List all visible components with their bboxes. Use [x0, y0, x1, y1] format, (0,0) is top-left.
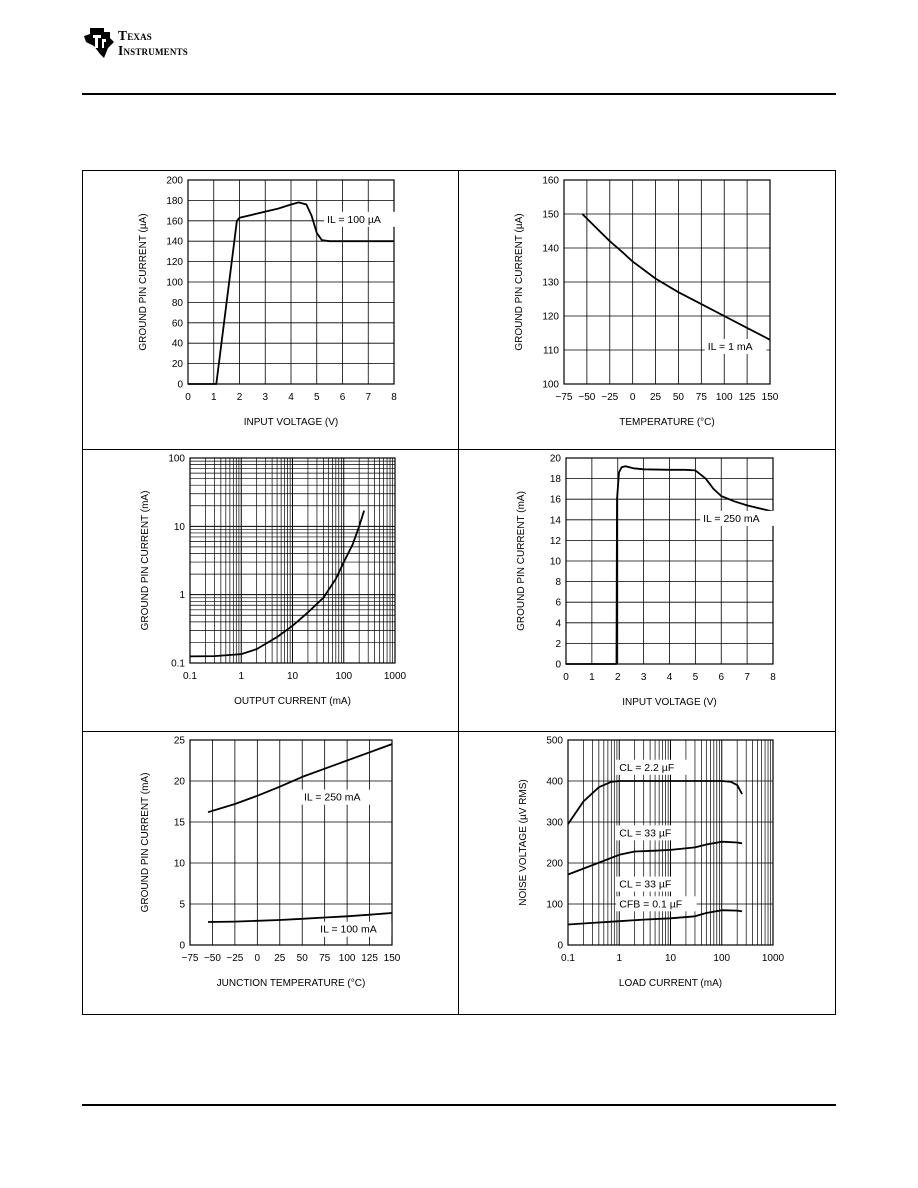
x-tick-label-2: 10: [664, 953, 677, 964]
y-tick-label-0: 0: [557, 940, 563, 952]
y-tick-label-5: 25: [173, 735, 185, 747]
annotation-label-1: IL = 100 mA: [320, 923, 377, 936]
x-tick-label-5: 5: [692, 672, 699, 683]
x-tick-label-6: 6: [718, 672, 725, 683]
x-tick-label-4: 1000: [383, 671, 407, 682]
y-axis-label: GROUND PIN CURRENT (mA): [140, 490, 151, 631]
ti-logo-text: [118, 28, 188, 58]
x-axis-label: JUNCTION TEMPERATURE (°C): [216, 978, 366, 989]
y-tick-label-6: 12: [549, 535, 561, 547]
annotation-label-2: CL = 33 µF: [619, 878, 672, 891]
y-tick-label-8: 160: [166, 216, 183, 228]
y-axis-label: GROUND PIN CURRENT (µA): [514, 213, 525, 351]
x-tick-label-8: 125: [361, 953, 378, 964]
annotation-label-1: CL = 33 µF: [619, 827, 672, 840]
x-tick-label-0: 0: [185, 392, 191, 403]
series-line-0: [582, 214, 770, 340]
footer-rule: [82, 1104, 836, 1106]
x-tick-label-1: −50: [203, 953, 221, 964]
y-tick-label-8: 16: [549, 494, 561, 506]
y-tick-label-3: 130: [542, 277, 559, 289]
x-tick-label-0: 0: [563, 672, 569, 683]
y-tick-label-2: 40: [171, 338, 183, 350]
chart-ground-current-vs-input-voltage-100ua: [120, 172, 410, 440]
x-tick-label-5: 50: [672, 392, 685, 403]
chart-ground-current-vs-junction-temperature: [120, 734, 410, 1004]
x-tick-label-9: 150: [761, 392, 779, 403]
y-tick-label-9: 180: [166, 195, 183, 207]
x-tick-label-8: 125: [738, 392, 756, 403]
y-tick-label-2: 200: [546, 858, 563, 870]
x-tick-label-7: 100: [338, 953, 356, 964]
header-rule: [82, 93, 836, 95]
annotation-label-0: IL = 100 µA: [327, 213, 381, 226]
plot-border: [190, 740, 392, 945]
annotation-label-0: IL = 250 mA: [304, 791, 361, 804]
y-tick-label-7: 14: [549, 515, 561, 527]
y-tick-label-1: 20: [171, 359, 183, 371]
ti-logo: [82, 24, 232, 64]
y-tick-label-4: 400: [546, 776, 563, 788]
x-tick-label-0: 0.1: [561, 953, 575, 964]
x-tick-label-8: 8: [770, 672, 776, 683]
x-tick-label-1: 1: [210, 392, 217, 403]
x-tick-label-7: 7: [365, 392, 372, 403]
y-tick-label-5: 150: [542, 209, 559, 221]
x-tick-label-3: 0: [254, 953, 261, 964]
x-tick-label-0: −75: [555, 392, 573, 403]
y-tick-label-6: 160: [542, 175, 559, 187]
y-tick-label-3: 6: [555, 597, 561, 609]
x-tick-label-1: 1: [589, 672, 595, 683]
chart-noise-voltage-vs-load-current: [500, 734, 800, 1004]
x-tick-label-1: 1: [238, 671, 245, 682]
logo-line2: Instruments: [118, 43, 188, 58]
y-tick-label-1: 5: [179, 899, 185, 911]
x-tick-label-7: 100: [715, 392, 733, 403]
x-tick-label-4: 4: [666, 672, 673, 683]
y-tick-label-1: 2: [555, 638, 561, 650]
y-tick-label-5: 500: [546, 735, 563, 747]
y-tick-label-5: 100: [166, 277, 183, 289]
x-tick-label-4: 1000: [761, 953, 785, 964]
x-tick-label-1: 1: [616, 953, 623, 964]
y-tick-label-3: 300: [546, 817, 563, 829]
y-tick-label-0: 0: [555, 659, 561, 671]
frame-divider-row2: [82, 731, 836, 732]
y-tick-label-4: 80: [171, 297, 183, 309]
logo-line1: Texas: [118, 28, 153, 43]
grid: [190, 458, 395, 663]
x-tick-label-4: 25: [649, 392, 662, 403]
y-axis-label: GROUND PIN CURRENT (µA): [138, 213, 149, 351]
x-tick-label-3: 0: [629, 392, 636, 403]
y-axis-label: NOISE VOLTAGE (µV RMS): [518, 779, 529, 906]
y-tick-label-1: 1: [179, 590, 185, 602]
chart-ground-current-vs-output-current: [120, 452, 410, 722]
x-tick-label-3: 3: [640, 672, 647, 683]
y-tick-label-4: 8: [555, 577, 561, 589]
chart-ground-current-vs-input-voltage-250ma: [500, 452, 800, 722]
x-tick-label-1: −50: [578, 392, 596, 403]
x-tick-label-4: 4: [288, 392, 294, 403]
annotation-label-0: IL = 250 mA: [703, 512, 760, 525]
grid: [566, 458, 773, 664]
x-tick-label-2: 2: [236, 392, 243, 403]
x-axis-label: TEMPERATURE (°C): [619, 417, 715, 428]
x-tick-label-8: 8: [391, 392, 397, 403]
x-axis-label: LOAD CURRENT (mA): [618, 978, 723, 989]
x-tick-label-0: −75: [181, 953, 199, 964]
x-tick-label-2: 2: [614, 672, 621, 683]
y-tick-label-2: 4: [555, 618, 561, 630]
y-tick-label-10: 200: [166, 175, 183, 187]
y-tick-label-3: 60: [171, 318, 183, 330]
x-tick-label-2: −25: [226, 953, 244, 964]
y-tick-label-1: 100: [546, 899, 563, 911]
y-tick-label-2: 10: [173, 521, 185, 533]
frame-divider-vertical: [458, 170, 459, 1015]
y-tick-label-5: 10: [549, 556, 561, 568]
x-tick-label-0: 0.1: [183, 671, 197, 682]
y-tick-label-0: 0.1: [171, 658, 185, 670]
annotation-label-3: CFB = 0.1 µF: [619, 898, 683, 911]
x-tick-label-6: 6: [339, 392, 346, 403]
y-tick-label-1: 110: [543, 345, 559, 357]
frame-divider-row1: [82, 449, 836, 450]
y-tick-label-0: 100: [542, 379, 559, 391]
x-tick-label-3: 100: [335, 671, 353, 682]
y-axis-label: GROUND PIN CURRENT (mA): [516, 491, 527, 631]
x-axis-label: INPUT VOLTAGE (V): [243, 417, 339, 428]
annotation-label-0: IL = 1 mA: [707, 341, 753, 353]
x-tick-label-3: 100: [713, 953, 731, 964]
y-tick-label-2: 10: [173, 858, 185, 870]
y-tick-label-4: 140: [542, 243, 559, 255]
x-tick-label-2: −25: [601, 392, 619, 403]
x-tick-label-9: 150: [383, 953, 401, 964]
ti-logo-icon: [82, 26, 116, 60]
y-tick-label-3: 100: [168, 453, 185, 465]
chart-ground-current-vs-temperature: [500, 172, 800, 440]
grid: [188, 180, 394, 384]
y-axis-label: GROUND PIN CURRENT (mA): [140, 772, 151, 913]
y-tick-label-2: 120: [542, 311, 559, 323]
y-tick-label-6: 120: [166, 257, 183, 269]
x-tick-label-6: 75: [319, 953, 331, 964]
x-tick-label-2: 10: [286, 671, 299, 682]
y-tick-label-9: 18: [549, 474, 561, 486]
x-tick-label-6: 75: [695, 392, 707, 403]
y-tick-label-0: 0: [177, 379, 183, 391]
y-tick-label-4: 20: [173, 776, 185, 788]
x-tick-label-3: 3: [262, 392, 269, 403]
y-tick-label-3: 15: [173, 817, 185, 829]
x-tick-label-5: 5: [313, 392, 320, 403]
grid: [190, 740, 392, 945]
x-tick-label-7: 7: [744, 672, 750, 683]
x-axis-label: OUTPUT CURRENT (mA): [234, 696, 351, 707]
x-tick-label-4: 25: [274, 953, 286, 964]
x-tick-label-5: 50: [296, 953, 308, 964]
x-axis-label: INPUT VOLTAGE (V): [622, 697, 717, 708]
annotation-label-0: CL = 2.2 µF: [619, 761, 675, 774]
y-tick-label-10: 20: [549, 453, 561, 465]
y-tick-label-0: 0: [179, 940, 185, 952]
series-line-1: [208, 913, 392, 922]
y-tick-label-7: 140: [166, 236, 183, 248]
